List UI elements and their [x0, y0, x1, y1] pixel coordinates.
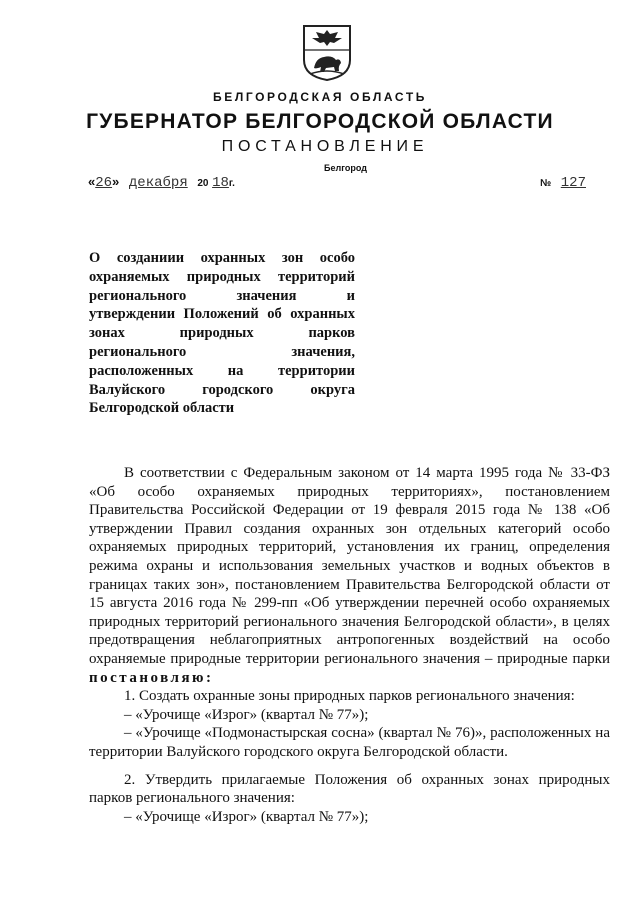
date-year-suffix: 18 [212, 175, 229, 191]
title-line: охраняемых природных территорий [89, 268, 355, 285]
number-value: 127 [560, 175, 586, 191]
decree-body [89, 464, 610, 826]
date-month: декабря [128, 175, 188, 191]
item-2-a: – «Урочище «Изрог» (квартал № 77»); [124, 808, 369, 825]
region-name: БЕЛГОРОДСКАЯ ОБЛАСТЬ [213, 90, 427, 104]
date-open-quote: « [88, 174, 96, 189]
title-line: Валуйского городского округа [89, 381, 355, 398]
date-day: 26 [95, 175, 113, 191]
item-1: 1. Создать охранные зоны природных парков регионального значения: [124, 688, 575, 705]
document-type: ПОСТАНОВЛЕНИЕ [221, 138, 429, 155]
preamble-text: В соответствии с Федеральным законом от 14 марта 1995 года № 33-ФЗ «Об особо охраняемых природных территориях», постановлением Правительства Российской Федерации от 19 февраля 2015 года № 138 «Об утверждении Правил создания охранных зон отдельных категорий особо охраняемых природных территорий, установления их границ, определения режима охраны и использования земельных участков и водных объектов в границах таких зон», постановлением Правительства Белгородской области от 15 августа 2016 года № 299-пп «Об утверждении перечней особо охраняемых природных территорий регионального значения Белгородской области», в целях предотвращения неблагоприятных антропогенных воздействий на особо охраняемые природные территории регионального значения – природные парки [89, 465, 610, 667]
title-line: регионального значения и [89, 287, 355, 304]
paragraph-gap [89, 762, 610, 771]
title-line: расположенных на территории [89, 362, 355, 379]
item-1-b: – «Урочище «Подмонастырская сосна» (квартал № 76)», расположенных на территории Валуйского городского округа Белгородской области. [89, 725, 610, 760]
decree-title [89, 249, 355, 418]
item-2: 2. Утвердить прилагаемые Положения об охранных зонах природных парков регионального значения: [89, 771, 610, 807]
coat-of-arms-emblem [302, 24, 352, 82]
city-name: Белгород [324, 163, 367, 173]
decree-number [540, 174, 586, 191]
title-line: Белгородской области [89, 400, 235, 417]
title-line: О созданиии охранных зон особо [89, 250, 355, 266]
date-year-abbr: г. [228, 178, 235, 189]
decree-word: постановляю: [89, 669, 214, 686]
decree-date [88, 174, 235, 191]
number-label: № [540, 178, 552, 189]
title-line: регионального значения, [89, 343, 355, 360]
date-year-prefix: 20 [197, 178, 209, 189]
title-line: зонах природных парков [89, 325, 355, 342]
preamble-paragraph [89, 464, 610, 687]
date-close-quote: » [112, 174, 120, 189]
title-line: утверждении Положений об охранных [89, 306, 355, 323]
item-1-a: – «Урочище «Изрог» (квартал № 77»); [124, 706, 369, 723]
issuer-title: ГУБЕРНАТОР БЕЛГОРОДСКОЙ ОБЛАСТИ [86, 110, 554, 133]
